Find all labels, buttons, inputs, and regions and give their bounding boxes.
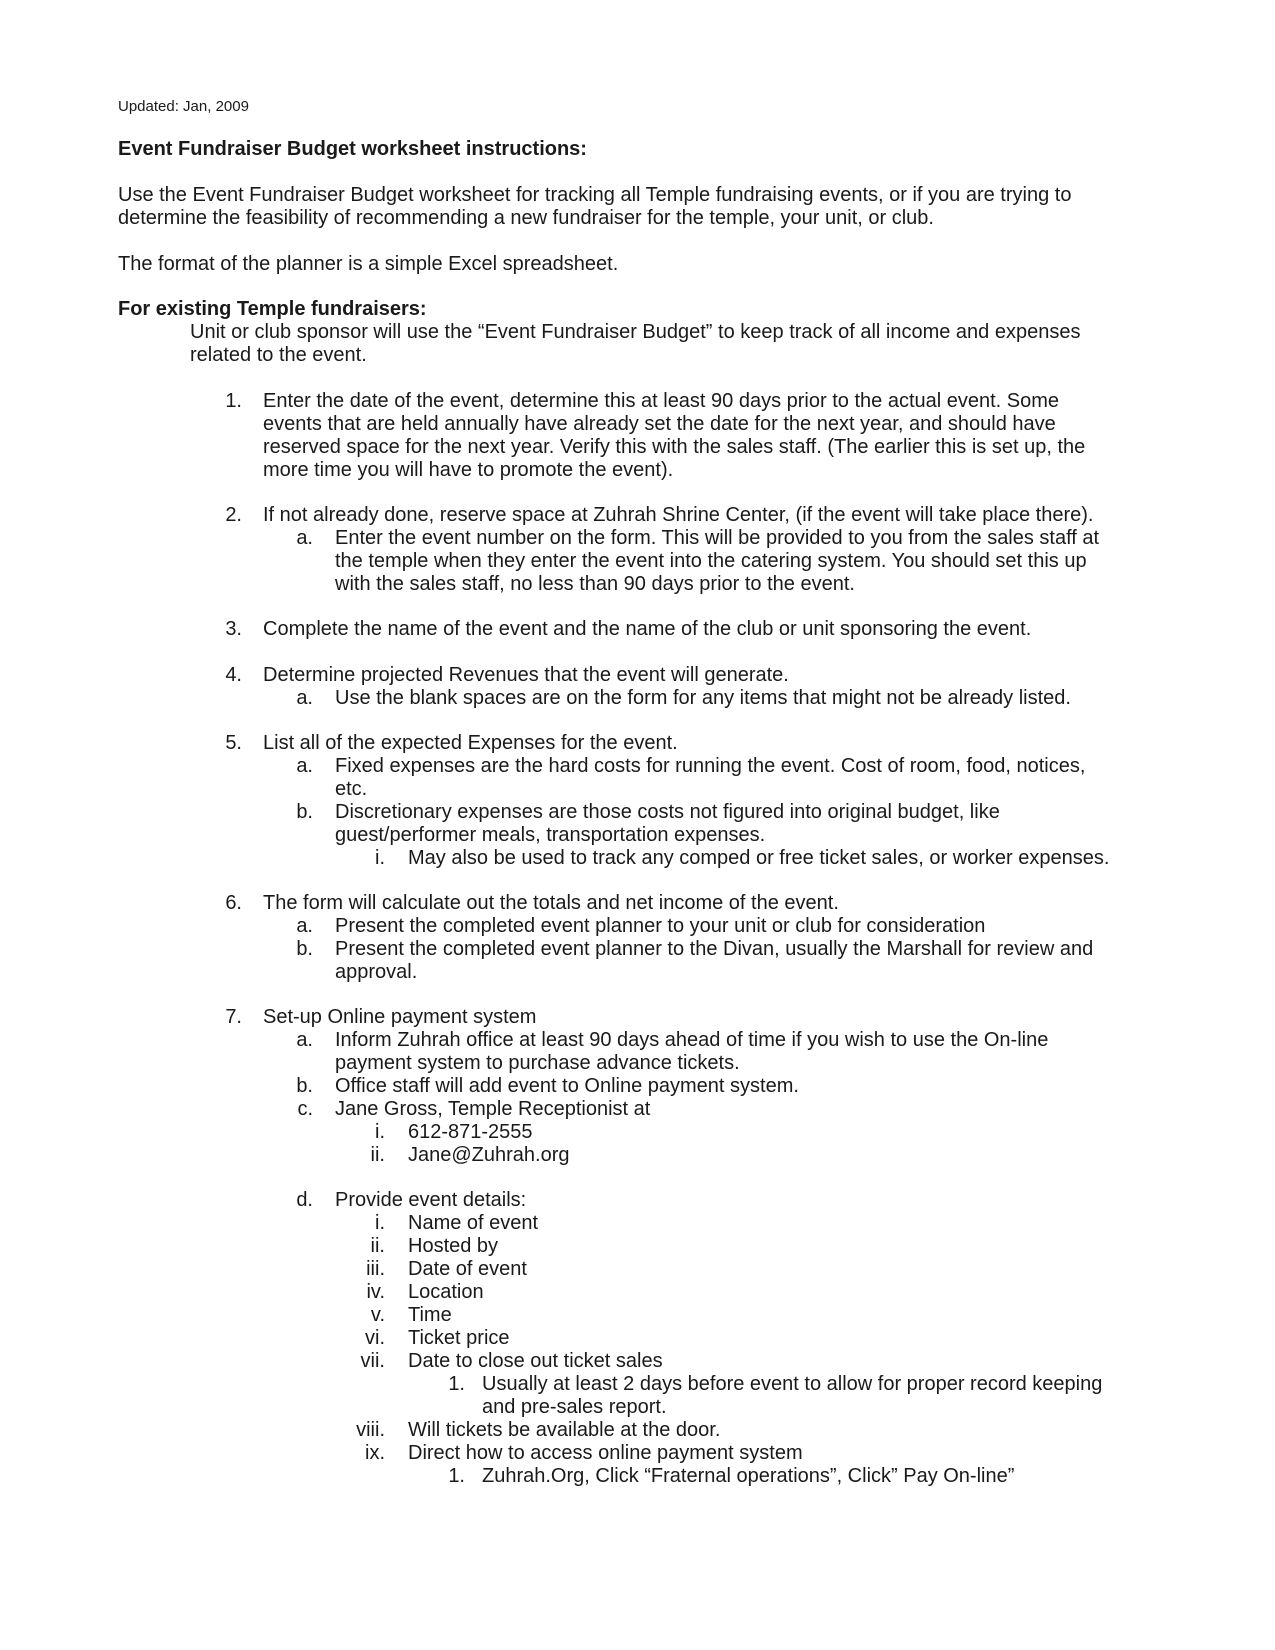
section-intro-line-1: Unit or club sponsor will use the “Event Fundraiser Budget” to keep track of all income and expenses [190,321,1081,343]
detail-item: Direct how to access online payment system [408,1442,803,1464]
step-7c-text: Jane Gross, Temple Receptionist at [335,1098,651,1120]
step-number: 4. [225,664,242,686]
step-number: 7. [225,1006,242,1028]
step-6b-line-1: Present the completed event planner to the Divan, usually the Marshall for review and [335,938,1094,960]
roman-numeral: iii. [366,1258,385,1280]
step-1-line-1: Enter the date of the event, determine this at least 90 days prior to the actual event. Some [263,390,1060,412]
roman-numeral: iv. [366,1281,385,1303]
step-1-line-3: reserved space for the next year. Verify this with the sales staff. (The earlier this is set up, the [263,436,1086,458]
step-5bi-text: May also be used to track any comped or free ticket sales, or worker expenses. [408,847,1110,869]
substep-letter: a. [296,1029,313,1051]
substep-letter: c. [297,1098,313,1120]
roman-numeral: ii. [370,1235,385,1257]
roman-numeral: v. [370,1304,385,1326]
substep-letter: a. [296,687,313,709]
substep-letter: d. [296,1189,313,1211]
detail-item: Time [408,1304,452,1326]
step-1-line-4: more time you will have to promote the event). [263,459,674,481]
step-number: 5. [225,732,242,754]
step-6b-line-2: approval. [335,961,418,983]
step-2a-line-1: Enter the event number on the form. This will be provided to you from the sales staff at [335,527,1100,549]
detail-item: Name of event [408,1212,539,1234]
step-7d-text: Provide event details: [335,1189,527,1211]
email-address: Jane@Zuhrah.org [408,1144,570,1166]
step-number: 3. [225,618,242,640]
phone-number: 612-871-2555 [408,1121,533,1143]
step-7a-line-1: Inform Zuhrah office at least 90 days ahead of time if you wish to use the On-line [335,1029,1049,1051]
close-sales-note-line-2: and pre-sales report. [482,1396,667,1418]
step-number: 1. [225,390,242,412]
intro-line-2: determine the feasibility of recommending a new fundraiser for the temple, your unit, or club. [118,207,934,229]
roman-numeral: viii. [356,1419,385,1441]
step-6-text: The form will calculate out the totals and net income of the event. [263,892,839,914]
roman-numeral: vi. [365,1327,385,1349]
step-4-text: Determine projected Revenues that the event will generate. [263,664,789,686]
step-2a-line-2: the temple when they enter the event into the catering system. You should set this up [335,550,1087,572]
substep-letter: b. [296,938,313,960]
detail-item: Date to close out ticket sales [408,1350,663,1372]
step-5b-line-2: guest/performer meals, transportation expenses. [335,824,766,846]
roman-numeral: vii. [360,1350,385,1372]
step-5-text: List all of the expected Expenses for the event. [263,732,678,754]
step-7b-text: Office staff will add event to Online payment system. [335,1075,799,1097]
detail-item: Location [408,1281,484,1303]
roman-numeral: i. [375,1121,385,1143]
step-7-text: Set-up Online payment system [263,1006,537,1028]
detail-item: Date of event [408,1258,527,1280]
roman-numeral: ix. [365,1442,385,1464]
format-note: The format of the planner is a simple Excel spreadsheet. [118,253,619,275]
substep-letter: a. [296,755,313,777]
detail-item: Will tickets be available at the door. [408,1419,721,1441]
roman-numeral: i. [375,847,385,869]
sub-number: 1. [448,1373,465,1395]
step-1-line-2: events that are held annually have already set the date for the next year, and should have [263,413,1056,435]
step-5b-line-1: Discretionary expenses are those costs not figured into original budget, like [335,801,1000,823]
detail-item: Ticket price [408,1327,510,1349]
detail-item: Hosted by [408,1235,499,1257]
step-number: 2. [225,504,242,526]
substep-letter: a. [296,915,313,937]
step-4a-text: Use the blank spaces are on the form for any items that might not be already listed. [335,687,1071,709]
roman-numeral: ii. [370,1144,385,1166]
intro-line-1: Use the Event Fundraiser Budget worksheet for tracking all Temple fundraising events, or if you are trying to [118,184,1072,206]
step-2-text: If not already done, reserve space at Zuhrah Shrine Center, (if the event will take place there). [263,504,1094,526]
section-heading: For existing Temple fundraisers: [118,298,427,320]
step-3-text: Complete the name of the event and the name of the club or unit sponsoring the event. [263,618,1032,640]
step-5a-line-1: Fixed expenses are the hard costs for running the event. Cost of room, food, notices, [335,755,1086,777]
step-5a-line-2: etc. [335,778,368,800]
close-sales-note-line-1: Usually at least 2 days before event to allow for proper record keeping [482,1373,1103,1395]
substep-letter: b. [296,801,313,823]
step-2a-line-3: with the sales staff, no less than 90 days prior to the event. [335,573,855,595]
step-7a-line-2: payment system to purchase advance tickets. [335,1052,740,1074]
sub-number: 1. [448,1465,465,1487]
substep-letter: b. [296,1075,313,1097]
step-number: 6. [225,892,242,914]
page-title: Event Fundraiser Budget worksheet instructions: [118,138,587,160]
substep-letter: a. [296,527,313,549]
step-6a-text: Present the completed event planner to your unit or club for consideration [335,915,986,937]
updated-date: Updated: Jan, 2009 [118,98,249,115]
roman-numeral: i. [375,1212,385,1234]
online-payment-instructions: Zuhrah.Org, Click “Fraternal operations”, Click” Pay On-line” [482,1465,1015,1487]
section-intro-line-2: related to the event. [190,344,367,366]
